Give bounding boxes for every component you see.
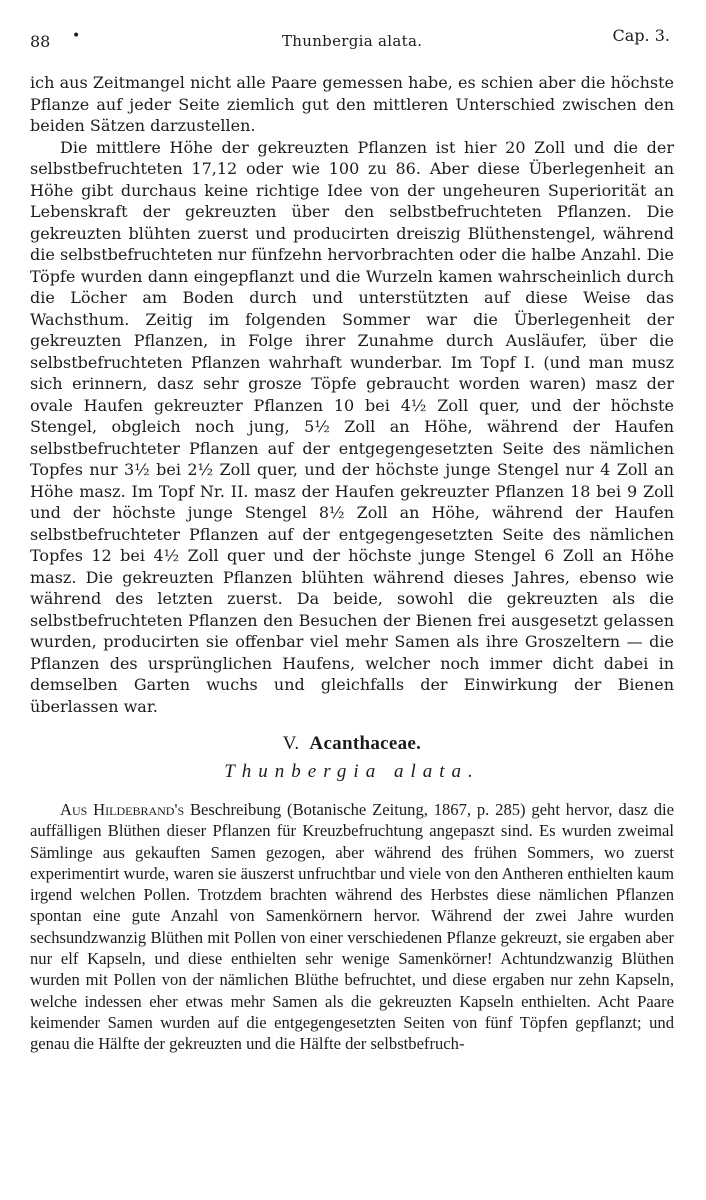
author-reference: Aus Hildebrand's [60, 800, 185, 819]
page-number: 88 [30, 32, 51, 51]
book-page [30, 22, 674, 1055]
family-name: Acanthaceae. [309, 733, 422, 754]
species-heading: Thunbergia alata. [224, 761, 480, 782]
paragraph-hildebrand [30, 799, 674, 1055]
running-title: Thunbergia alata. [282, 32, 423, 50]
paragraph-continued: ich aus Zeitmangel nicht alle Paare gemessen habe, es schien aber die höchste Pflanze auf jeder Seite ziemlich gut den mittleren Unterschied zwischen den beiden Sätzen darzustellen. [30, 73, 674, 135]
running-head [30, 22, 674, 54]
paragraph-height-comparison: Die mittlere Höhe der gekreuzten Pflanzen ist hier 20 Zoll und die der selbstbefruchteten 17,12 oder wie 100 zu 86. Aber diese Überlegenheit an Höhe gibt durchaus keine richtige Idee von der ungeheuren Superiorität an Lebenskraft der gekreuzten über den selbstbefruchteten Pflanzen. Die gekreuzten blühten zuerst und producirten dreiszig Blüthenstengel, während die selbstbefruchteten nur fünfzehn hervorbrachten oder die halbe Anzahl. Die Töpfe wurden dann eingepflanzt und die Wurzeln kamen wahrscheinlich durch die Löcher am Boden durch und unterstützten auf diese Weise das Wachsthum. Zeitig im folgenden Sommer war die Überlegenheit der gekreuzten Pflanzen, in Folge ihrer Zunahme durch Ausläufer, über die selbstbefruchteten Pflanzen wahrhaft wunderbar. Im Topf I. (und man musz sich erinnern, dasz sehr grosze Töpfe gebraucht worden waren) masz der ovale Haufen gekreuzter Pflanzen 10 bei 4½ Zoll quer, und der höchste Stengel, obgleich noch jung, 5½ Zoll an Höhe, während der Haufen selbstbefruchteter Pflanzen auf der entgegengesetzten Seite des nämlichen Topfes nur 3½ bei 2½ Zoll quer, und der höchste junge Stengel nur 4 Zoll an Höhe masz. Im Topf Nr. II. masz der Haufen gekreuzter Pflanzen 18 bei 9 Zoll und der höchste junge Stengel 8½ Zoll an Höhe, während der Haufen selbstbefruchteter Pflanzen auf der entgegengesetzten Seite des nämlichen Topfes 12 bei 4½ Zoll quer und der höchste junge Stengel 6 Zoll an Höhe masz. Die gekreuzten Pflanzen blühten während dieses Jahres, ebenso wie während des letzten zuerst. Da beide, sowohl die gekreuzten als die selbstbefruchteten Pflanzen den Besuchen der Bienen frei ausgesetzt gelassen wurden, producirten sie offenbar viel mehr Samen als ihre Groszeltern — die Pflanzen des ursprünglichen Haufens, welcher noch immer dicht dabei in demselben Garten wuchs und gleichfalls der Einwirkung der Bienen überlassen war. [30, 137, 674, 716]
printer-mark: • [72, 28, 81, 44]
section-heading [30, 733, 674, 755]
paragraph-hildebrand-text: Beschreibung (Botanische Zeitung, 1867, p. 285) geht hervor, dasz die auffälligen Blüthen dieser Pflanzen für Kreuzbefruchtung angepaszt sind. Es wurden zweimal Sämlinge aus gekauften Samen gezogen, aber während des frühen Sommers, wo zuerst experimentirt wurde, waren sie äuszerst unfruchtbar und viele von den Antheren enthielten kaum irgend welchen Pollen. Trotzdem brachten während des Herbstes diese nämlichen Pflanzen spontan eine gute Anzahl von Samenkörnern hervor. Während der zwei Jahre wurden sechsundzwanzig Blüthen mit Pollen von einer verschiedenen Pflanze gekreuzt, sie ergaben aber nur elf Kapseln, und diese enthielten sehr wenige Samenkörner! Achtundzwanzig Blüthen wurden mit Pollen von der nämlichen Blüthe befruchtet, und diese ergaben nur zehn Kapseln, welche indessen eher etwas mehr Samen als die gekreuzten Kapseln enthielten. Acht Paare keimender Samen wurden auf die entgegengesetzten Seiten von fünf Töpfen gepflanzt; und genau die Hälfte der gekreuzten und die Hälfte der selbstbefruch- [30, 800, 674, 1054]
section-number: V. [282, 733, 300, 754]
chapter-label: Cap. 3. [612, 26, 670, 45]
